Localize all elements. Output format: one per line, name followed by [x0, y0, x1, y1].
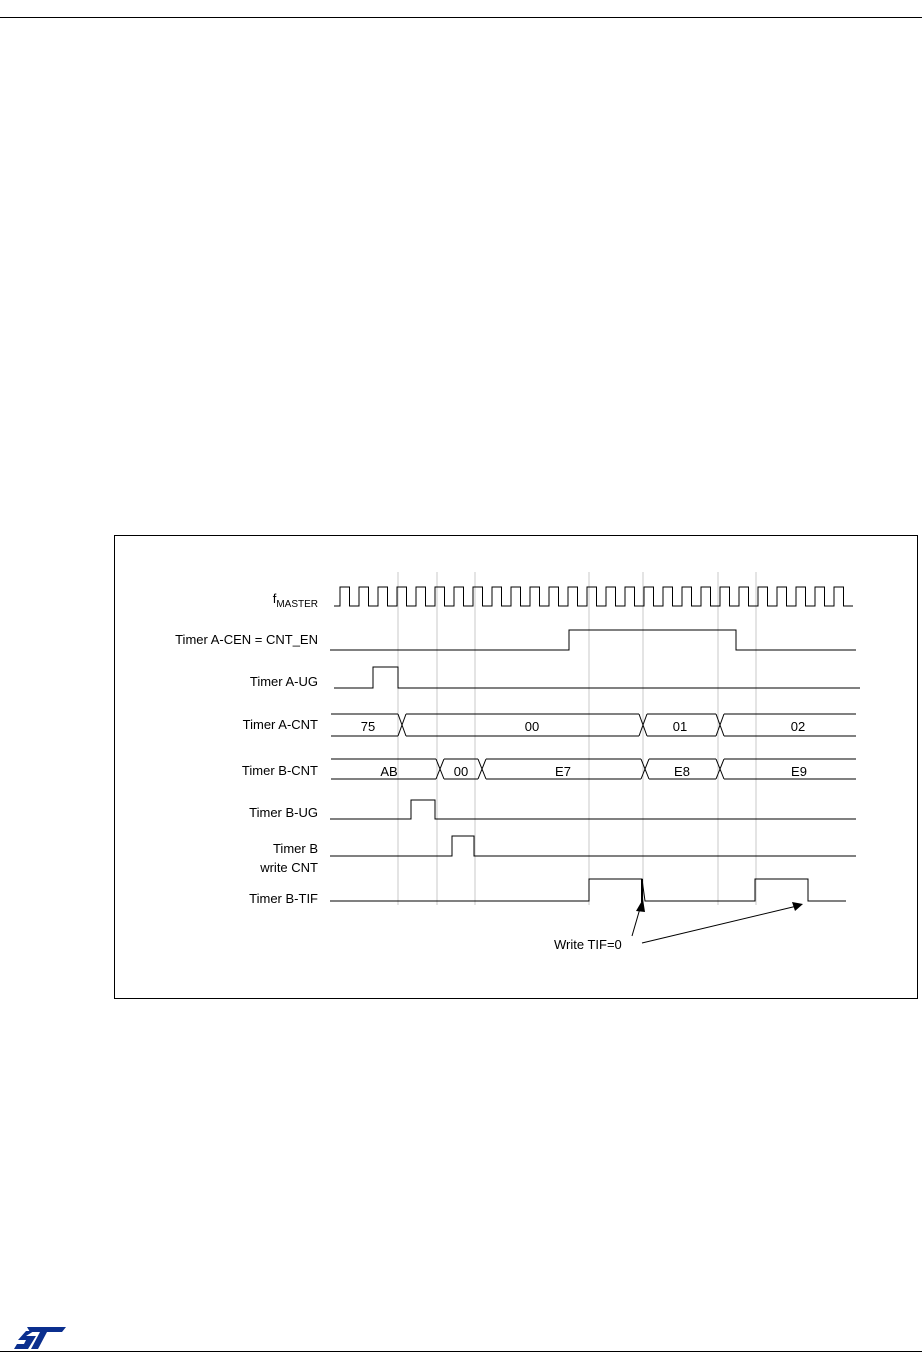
signal-label-timer-a-cen: Timer A-CEN = CNT_EN: [175, 632, 318, 647]
timer-b-cnt-value: E8: [674, 764, 690, 779]
timer-b-ug-waveform: [330, 800, 856, 819]
timer-b-cnt-value: 00: [453, 764, 469, 779]
st-logo-icon: [14, 1325, 70, 1351]
arrow-line-right: [642, 906, 797, 943]
write-tif-annotation: [554, 899, 803, 952]
signal-label-timer-b-cnt: Timer B-CNT: [241, 763, 318, 778]
signal-label-fmaster: $f_{MASTER}$: [272, 591, 318, 610]
footer-rule: [0, 1351, 922, 1352]
signal-label-timer-b-write: Timer B: [272, 841, 318, 856]
timer-b-cnt-value: E7: [555, 764, 571, 779]
timer-b-cnt-value: E9: [791, 764, 807, 779]
timer-a-cnt-value: 02: [790, 719, 806, 734]
signal-label-timer-a-cnt: Timer A-CNT: [242, 717, 318, 732]
signal-label-timer-b-ug: Timer B-UG: [249, 805, 318, 820]
write-tif-label: Write TIF=0: [554, 937, 622, 952]
timer-b-write-waveform: [330, 836, 856, 856]
signal-label-timer-b-tif: Timer B-TIF: [249, 891, 318, 906]
timer-b-tif-waveform: [330, 879, 846, 901]
arrow-head-left: [636, 899, 645, 912]
timer-a-cnt-value: 00: [524, 719, 540, 734]
timer-a-cnt-value: 01: [672, 719, 688, 734]
arrow-head-right: [792, 902, 803, 911]
timing-waveforms: [330, 587, 860, 902]
signal-label-timer-a-ug: Timer A-UG: [249, 674, 318, 689]
signal-label-timer-b-write-line2: write CNT: [260, 860, 318, 875]
timer-a-cen-waveform: [330, 630, 856, 650]
timer-a-ug-waveform: [334, 667, 860, 688]
timer-b-cnt-value: AB: [380, 764, 398, 779]
timer-a-cnt-value: 75: [360, 719, 376, 734]
fmaster-waveform: [334, 587, 853, 606]
